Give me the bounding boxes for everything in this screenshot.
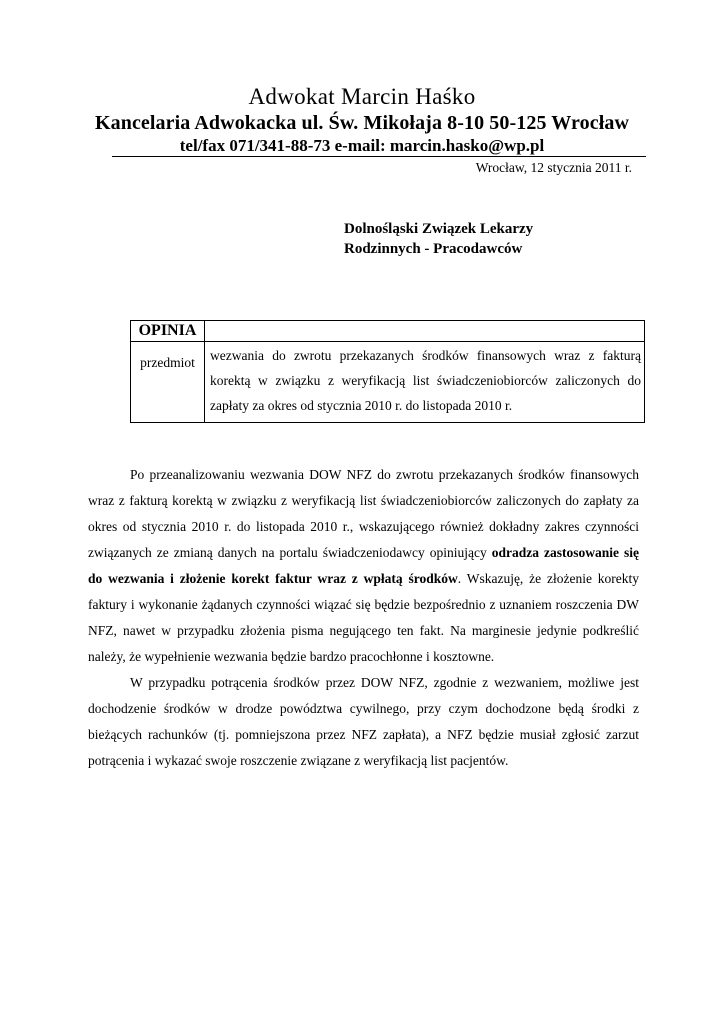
subject-label-cell: przedmiot bbox=[131, 342, 205, 423]
opinion-table-header-row bbox=[131, 321, 645, 342]
recipient-line-2: Rodzinnych - Pracodawców bbox=[344, 241, 523, 257]
document-date: Wrocław, 12 stycznia 2011 r. bbox=[475, 160, 632, 175]
letterhead-divider bbox=[112, 156, 646, 157]
body-paragraph-2: W przypadku potrącenia środków przez DOW NFZ, zgodnie z wezwaniem, możliwe jest dochodzenie środków w drodze powództwa cywilnego, przy czym dochodzone będą środki z bieżących rachunków (tj. pomniejszona przez NFZ zapłata), a NFZ będzie musiał zgłosić zarzut potrącenia i wykazać swoje roszczenie związane z weryfikacją list pacjentów. bbox=[88, 675, 639, 768]
opinion-table bbox=[130, 320, 645, 423]
body-paragraph-1 bbox=[88, 462, 639, 670]
opinion-header-empty-cell bbox=[205, 321, 645, 342]
letterhead-contact: tel/fax 071/341-88-73 e-mail: marcin.hasko@wp.pl bbox=[179, 136, 545, 155]
opinion-header-cell: OPINIA bbox=[131, 321, 205, 342]
opinion-table-subject-row bbox=[131, 342, 645, 423]
paragraph-1-bold-recommendation: odradza zastosowanie się do wezwania i złożenie korekt faktur wraz z wpłatą środków bbox=[88, 545, 639, 586]
letterhead-title: Adwokat Marcin Haśko bbox=[248, 84, 476, 109]
paragraph-1-text-end: . Wskazuję, że złożenie korekty faktury i wykonanie żądanych czynności wiązać się będzie bezpośrednio z uznaniem roszczenia DW NFZ, nawet w przypadku złożenia pisma negującego ten fakt. Na marginesie jedynie podkreślić należy, że wypełnienie wezwania będzie bardzo pracochłonne i kosztowne. bbox=[88, 571, 640, 664]
opinion-body bbox=[88, 462, 639, 774]
subject-text-cell: wezwania do zwrotu przekazanych środków finansowych wraz z fakturą korektą w związku z weryfikacją list świadczeniobiorców zaliczonych do zapłaty za okres od stycznia 2010 r. do listopada 2010 r. bbox=[205, 342, 645, 423]
paragraph-1-text-start: Po przeanalizowaniu wezwania DOW NFZ do zwrotu przekazanych środków finansowych wraz z fakturą korektą w związku z weryfikacją list świadczeniobiorców zaliczonych do zapłaty za okres od stycznia 2010 r. do listopada 2010 r., wskazującego również dokładny zakres czynności związanych ze zmianą danych na portalu świadczeniodawcy opiniujący bbox=[88, 467, 639, 560]
recipient-block bbox=[344, 219, 533, 259]
recipient-line-1: Dolnośląski Związek Lekarzy bbox=[344, 221, 534, 237]
letterhead-address: Kancelaria Adwokacka ul. Św. Mikołaja 8-10 50-125 Wrocław bbox=[94, 112, 630, 134]
